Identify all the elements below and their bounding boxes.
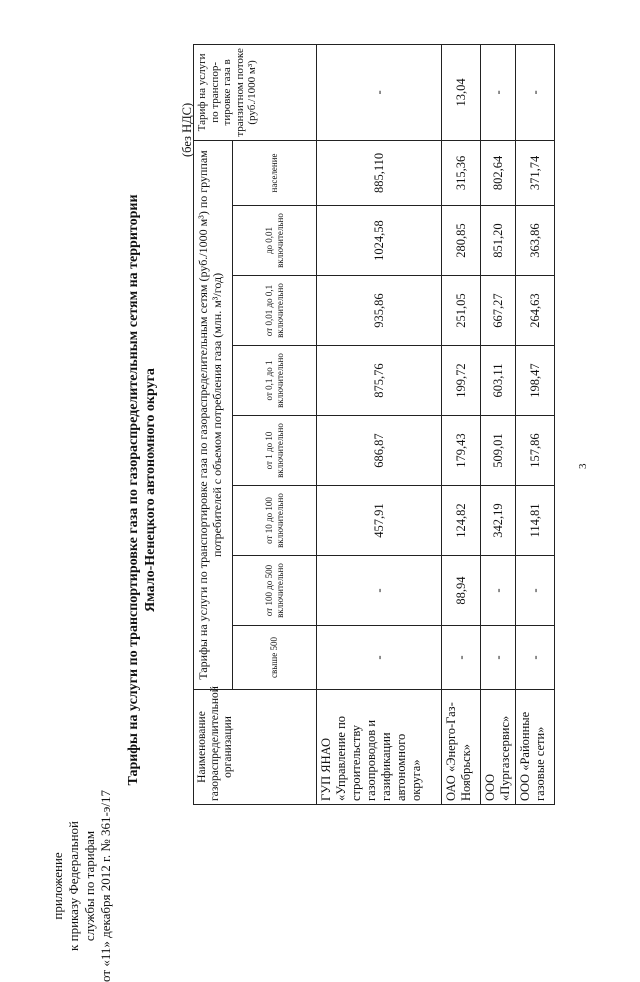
title-line-2: Ямало-Ненецкого автономного округа <box>143 368 158 612</box>
table-cell: 851,20 <box>481 206 516 276</box>
table-cell: 686,87 <box>317 416 442 486</box>
annex-block <box>50 790 114 982</box>
org-name: ГУП ЯНАО «Управление по строительству газопроводов и газификации автономного округа» <box>317 690 442 805</box>
table-row <box>317 44 442 804</box>
subheader-0-1-1: от 0,1 до 1 включительно <box>233 346 317 416</box>
table-row <box>442 44 481 804</box>
table-cell: 875,76 <box>317 346 442 416</box>
table-cell: 509,01 <box>481 416 516 486</box>
table-cell: 251,05 <box>442 276 481 346</box>
table-cell: 1024,58 <box>317 206 442 276</box>
vat-note: (без НДС) <box>180 102 194 157</box>
annex-line-2: к приказу Федеральной <box>66 821 81 951</box>
table-cell: 603,11 <box>481 346 516 416</box>
page-number: 3 <box>577 463 589 469</box>
table-cell: 88,94 <box>442 556 481 626</box>
annex-line-3: службы по тарифам <box>82 830 97 942</box>
table-cell: 342,19 <box>481 486 516 556</box>
table-cell: 199,72 <box>442 346 481 416</box>
title-line-1: Тарифы на услуги по транспортировке газа по газораспределительным сетям на территории <box>126 194 141 786</box>
table-cell: 280,85 <box>442 206 481 276</box>
org-name: ООО «Пургазсервис» <box>481 690 516 805</box>
table-cell: 885,110 <box>317 140 442 205</box>
annex-line-4: от «11» декабря 2012 г. № 361-э/17 <box>98 790 113 982</box>
org-name: ОАО «Энерго-Газ-Ноябрьск» <box>442 690 481 805</box>
header-transit: Тариф на услуги по транспор-тировке газа в транзитном потоке (руб./1000 м³) <box>194 44 317 140</box>
table-row <box>516 44 555 804</box>
org-name: ООО «Районные газовые сети» <box>516 690 555 805</box>
header-org: Наименование газораспределительной организации <box>194 690 317 805</box>
table-cell: - <box>481 626 516 690</box>
header-row-1 <box>194 44 233 804</box>
table-cell: 264,63 <box>516 276 555 346</box>
table-cell: 371,74 <box>516 140 555 205</box>
table-cell: 802,64 <box>481 140 516 205</box>
table-cell: 457,91 <box>317 486 442 556</box>
subheader-1-10: от 1 до 10 включительно <box>233 416 317 486</box>
tariff-table <box>193 44 555 805</box>
table-cell: 179,43 <box>442 416 481 486</box>
table-cell: - <box>317 556 442 626</box>
subheader-population: население <box>233 140 317 205</box>
table-cell: 935,86 <box>317 276 442 346</box>
subheader-100-500: от 100 до 500 включительно <box>233 556 317 626</box>
annex-line-1: приложение <box>50 852 65 920</box>
table-cell: 363,86 <box>516 206 555 276</box>
subheader-over-500: свыше 500 <box>233 626 317 690</box>
table-cell: 157,86 <box>516 416 555 486</box>
table-cell: - <box>516 626 555 690</box>
table-cell: - <box>442 626 481 690</box>
subheader-0-01-0-1: от 0,01 до 0,1 включительно <box>233 276 317 346</box>
table-cell: 198,47 <box>516 346 555 416</box>
table-cell: - <box>516 556 555 626</box>
table-cell: 124,82 <box>442 486 481 556</box>
subheader-10-100: от 10 до 100 включительно <box>233 486 317 556</box>
document-title <box>125 165 159 815</box>
table-cell: - <box>317 626 442 690</box>
subheader-up-to-0-01: до 0,01 включительно <box>233 206 317 276</box>
table-cell: 13,04 <box>442 44 481 140</box>
header-tariff-group: Тарифы на услуги по транспортировке газа по газораспределительным сетям (руб./1000 м³) по группам потребителей с объемом потребления газа (млн. м³/год) <box>194 140 233 689</box>
table-cell: - <box>516 44 555 140</box>
table-cell: - <box>317 44 442 140</box>
table-cell: - <box>481 556 516 626</box>
table-cell: 667,27 <box>481 276 516 346</box>
table-cell: - <box>481 44 516 140</box>
table-row <box>481 44 516 804</box>
table-cell: 315,36 <box>442 140 481 205</box>
table-cell: 114,81 <box>516 486 555 556</box>
